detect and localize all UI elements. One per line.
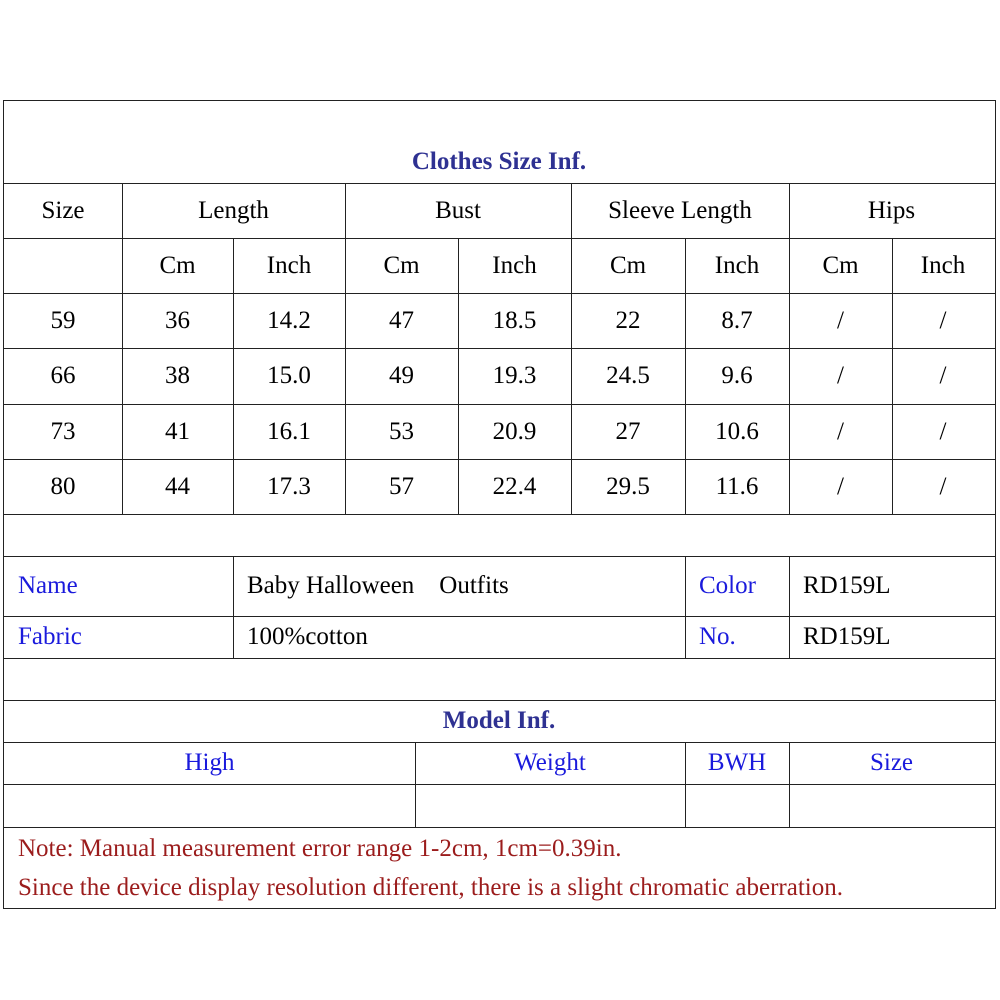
- header-bust: Bust: [435, 196, 481, 224]
- clothes-size-title: Clothes Size Inf.: [411, 148, 587, 175]
- grid-line: [4, 514, 995, 515]
- size-cell: 29.5: [606, 472, 650, 500]
- size-cell: 22.4: [492, 472, 537, 500]
- size-cell: /: [939, 417, 947, 445]
- size-row-label: 73: [50, 417, 76, 445]
- size-cell: 38: [165, 361, 190, 389]
- size-cell: 22: [615, 306, 641, 334]
- no-value: RD159L: [803, 623, 891, 650]
- size-cell: 18.5: [492, 306, 537, 334]
- unit-cell: Cm: [822, 251, 859, 279]
- unit-cell: Cm: [159, 251, 196, 279]
- size-cell: 47: [389, 306, 414, 334]
- size-cell: 53: [389, 417, 414, 445]
- size-cell: /: [939, 472, 947, 500]
- size-cell: 11.6: [715, 472, 759, 500]
- size-row-label: 66: [50, 361, 76, 389]
- grid-line: [4, 658, 995, 659]
- size-cell: 17.3: [267, 472, 311, 500]
- name-label: Name: [18, 572, 78, 599]
- grid-line: [4, 827, 995, 828]
- size-cell: /: [837, 306, 844, 334]
- header-hips: Hips: [867, 196, 916, 224]
- size-cell: /: [837, 472, 844, 500]
- size-cell: 16.1: [267, 417, 311, 445]
- unit-cell: Inch: [714, 251, 760, 279]
- size-cell: 27: [615, 417, 641, 445]
- size-cell: 15.0: [267, 361, 311, 389]
- fabric-value: 100%cotton: [247, 623, 368, 650]
- header-size: Size: [41, 196, 85, 224]
- size-cell: 36: [165, 306, 190, 334]
- model-header-bwh: BWH: [707, 749, 767, 776]
- size-cell: /: [939, 361, 947, 389]
- grid-line: [4, 784, 995, 785]
- size-cell: /: [939, 306, 947, 334]
- size-cell: 41: [165, 417, 190, 445]
- size-cell: 44: [165, 472, 190, 500]
- size-chart-sheet: [3, 100, 996, 909]
- size-cell: 19.3: [492, 361, 537, 389]
- size-cell: /: [837, 361, 844, 389]
- note-chromatic: Since the device display resolution different, there is a slight chromatic aberration.: [18, 874, 843, 901]
- unit-cell: Inch: [492, 251, 537, 279]
- size-cell: /: [837, 417, 844, 445]
- no-label: No.: [699, 623, 736, 650]
- color-value: RD159L: [803, 572, 891, 599]
- model-header-size: Size: [869, 749, 914, 776]
- size-cell: 24.5: [606, 361, 650, 389]
- size-cell: 10.6: [715, 417, 759, 445]
- header-sleeve-length: Sleeve Length: [608, 196, 752, 224]
- header-length: Length: [198, 196, 269, 224]
- note-measurement: Note: Manual measurement error range 1-2cm, 1cm=0.39in.: [18, 835, 622, 862]
- size-row-label: 80: [50, 472, 76, 500]
- size-cell: 49: [389, 361, 414, 389]
- name-value: Baby Halloween Outfits: [247, 572, 509, 599]
- fabric-label: Fabric: [18, 623, 82, 650]
- model-title: Model Inf.: [442, 707, 556, 734]
- size-cell: 57: [389, 472, 414, 500]
- unit-cell: Inch: [266, 251, 312, 279]
- size-row-label: 59: [50, 306, 76, 334]
- model-header-weight: Weight: [514, 749, 586, 776]
- size-cell: 8.7: [721, 306, 753, 334]
- unit-cell: Cm: [609, 251, 647, 279]
- color-label: Color: [699, 572, 756, 599]
- size-cell: 14.2: [267, 306, 311, 334]
- unit-cell: Inch: [920, 251, 966, 279]
- unit-cell: Cm: [383, 251, 420, 279]
- model-header-high: High: [184, 749, 235, 776]
- size-cell: 20.9: [492, 417, 537, 445]
- size-cell: 9.6: [721, 361, 753, 389]
